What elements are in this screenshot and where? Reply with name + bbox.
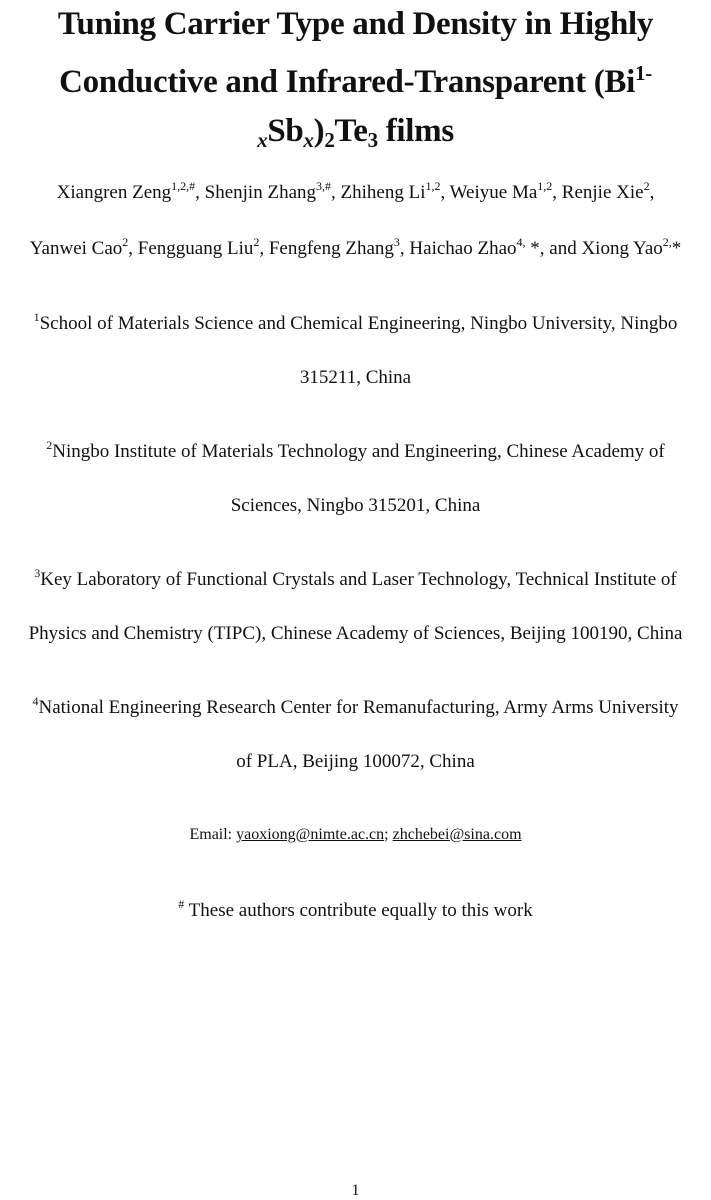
affiliation-4-line-2: of PLA, Beijing 100072, China	[236, 751, 475, 772]
title-line-3	[0, 107, 711, 165]
title-sub-2: 2	[324, 128, 335, 152]
author-separator: *	[671, 238, 682, 259]
title-films: films	[377, 113, 454, 149]
author-affil-sup: 3	[393, 235, 400, 249]
title-sb: Sb	[267, 113, 304, 149]
affiliation-text: Key Laboratory of Functional Crystals and Laser Technology, Technical Institute of	[40, 569, 677, 590]
affiliation-number: 4	[32, 694, 39, 708]
author-separator: ,	[399, 238, 410, 259]
affiliation-3-line-2: Physics and Chemistry (TIPC), Chinese Academy of Sciences, Beijing 100190, China	[28, 623, 683, 644]
author-affil-sup: 2	[122, 235, 129, 249]
affiliation-text: School of Materials Science and Chemical Engineering, Ningbo University, Ningbo	[39, 313, 678, 334]
note-mark: #	[178, 897, 185, 911]
author-line-2	[0, 235, 711, 260]
title-x-1: x	[257, 128, 268, 152]
affiliation-text: National Engineering Research Center for Remanufacturing, Army Arms University	[38, 697, 679, 718]
author-separator: *, and	[525, 238, 582, 259]
note-text: These authors contribute equally to this work	[184, 900, 533, 921]
affiliation-1-line-2: 315211, China	[299, 367, 412, 388]
author-separator: ,	[195, 182, 205, 203]
title-paren: )	[313, 113, 325, 149]
affiliation-number: 3	[34, 566, 41, 580]
author-affil-sup: 2	[643, 179, 650, 193]
title-line-1: Tuning Carrier Type and Density in Highly	[57, 6, 654, 42]
title-x-2: x	[303, 128, 314, 152]
title-line-2	[0, 49, 711, 107]
author-name: Shenjin Zhang	[204, 182, 317, 203]
author-affil-sup: 3,#	[316, 179, 332, 193]
author-separator: ,	[649, 182, 655, 203]
email-link-1[interactable]: yaoxiong@nimte.ac.cn	[236, 826, 385, 843]
author-separator: ,	[259, 238, 269, 259]
affiliation-number: 2	[46, 438, 53, 452]
equal-contribution-note	[0, 897, 711, 922]
author-affil-sup: 1,2	[537, 179, 553, 193]
author-affil-sup: 1,2,#	[171, 179, 196, 193]
author-affil-sup: 4,	[516, 235, 526, 249]
author-name: Xiong Yao	[581, 238, 663, 259]
affiliation-2-line-1	[0, 438, 711, 463]
affiliation-4-line-1	[0, 694, 711, 719]
author-separator: ,	[440, 182, 450, 203]
author-name: Weiyue Ma	[449, 182, 538, 203]
affiliation-2-line-2: Sciences, Ningbo 315201, China	[230, 495, 481, 516]
author-name: Renjie Xie	[561, 182, 644, 203]
email-separator: ;	[384, 826, 393, 843]
title-te: Te	[334, 113, 368, 149]
author-name: Fengfeng Zhang	[268, 238, 394, 259]
author-affil-sup: 2,	[662, 235, 672, 249]
email-line	[0, 826, 711, 844]
email-link-2[interactable]: zhchebei@sina.com	[392, 826, 522, 843]
author-separator: ,	[552, 182, 562, 203]
author-name: Xiangren Zeng	[56, 182, 172, 203]
author-separator: ,	[331, 182, 341, 203]
title-subscript-1: 1-	[635, 61, 652, 85]
title-sub-3: 3	[367, 128, 378, 152]
page-number: 1	[351, 1182, 360, 1199]
affiliation-text: Ningbo Institute of Materials Technology and Engineering, Chinese Academy of	[52, 441, 665, 462]
affiliation-3-line-1	[0, 566, 711, 591]
paper-title	[0, 0, 711, 165]
author-affil-sup: 2	[253, 235, 260, 249]
author-name: Zhiheng Li	[340, 182, 426, 203]
author-name: Haichao Zhao	[409, 238, 517, 259]
author-separator: ,	[128, 238, 138, 259]
affiliation-1-line-1	[0, 310, 711, 335]
author-name: Fengguang Liu	[137, 238, 254, 259]
email-label: Email:	[189, 826, 237, 843]
author-line-1	[0, 179, 711, 204]
author-affil-sup: 1,2	[425, 179, 441, 193]
author-name: Yanwei Cao	[29, 238, 123, 259]
affiliation-number: 1	[33, 310, 40, 324]
title-line-2-text: Conductive and Infrared-Transparent (Bi	[59, 64, 636, 100]
